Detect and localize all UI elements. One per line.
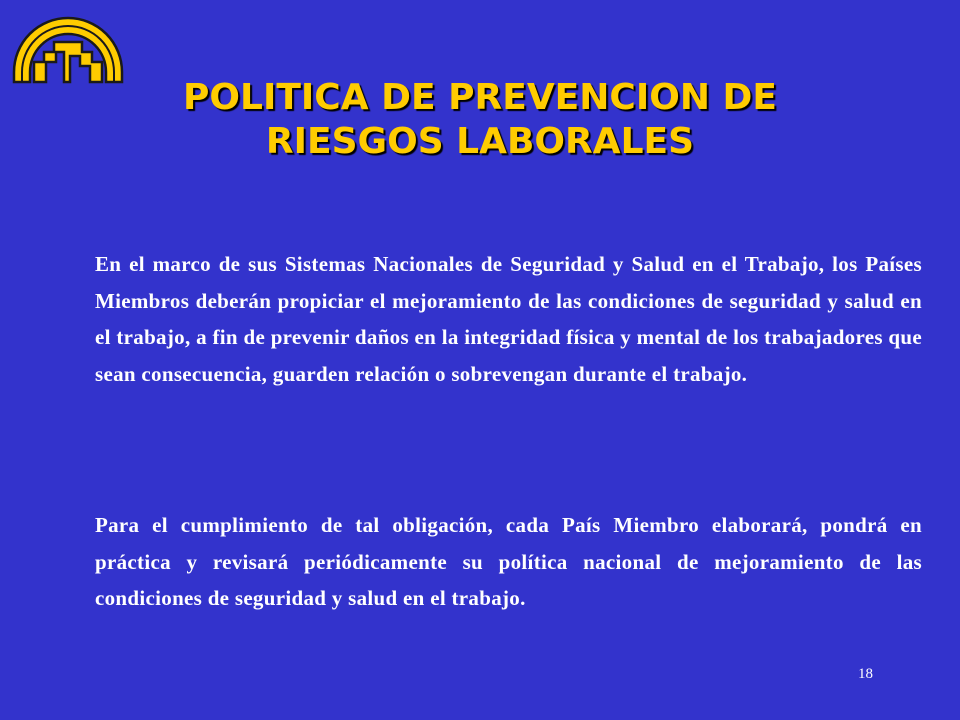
- slide-title-line-1: POLITICA DE PREVENCION DE: [183, 77, 777, 118]
- andean-community-logo-icon: [8, 6, 128, 86]
- body-paragraph-2: Para el cumplimiento de tal obligación, cada País Miembro elaborará, pondrá en práctica y revisará periódicamente su política nacional de mejoramiento de las condiciones de seguridad y salud en el trabajo.: [95, 513, 922, 610]
- slide-title: [100, 76, 860, 164]
- body-paragraph-1: En el marco de sus Sistemas Nacionales de Seguridad y Salud en el Trabajo, los Países Miembros deberán propiciar el mejoramiento de las condiciones de seguridad y salud en el trabajo, a fin de prevenir daños en la integridad física y mental de los trabajadores que sean consecuencia, guarden relación o sobrevengan durante el trabajo.: [95, 252, 922, 386]
- slide-title-line-2: RIESGOS LABORALES: [265, 121, 695, 162]
- page-number: 18: [858, 666, 873, 682]
